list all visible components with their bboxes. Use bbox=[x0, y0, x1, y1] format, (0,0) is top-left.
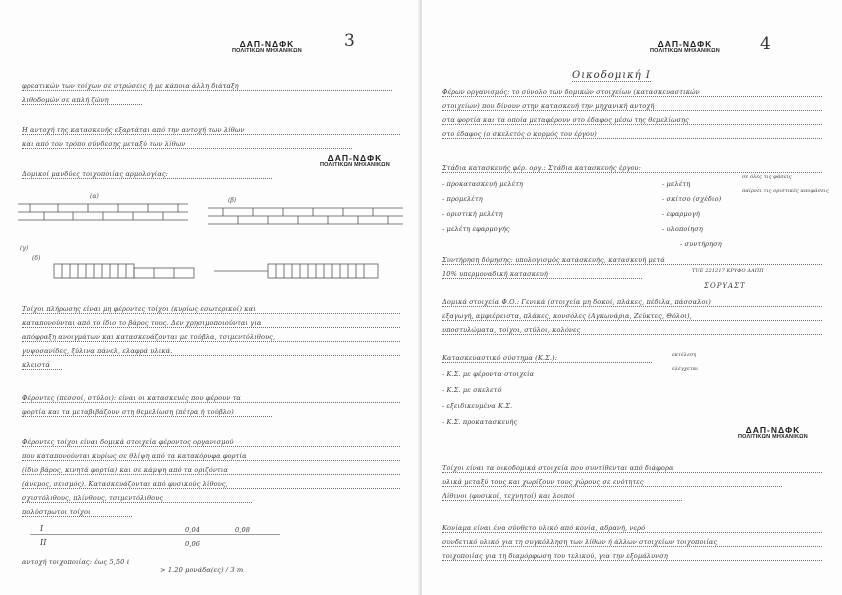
table-value-3: 0,06 bbox=[185, 540, 201, 548]
left-line-1: φρεατικών των τοίχων σε στρώσεις ή με κάποια άλλη διάταξη bbox=[22, 82, 392, 91]
right-line-28: Κονίαμα είναι ένα σύνθετο υλικό από κονία, αδρανή, νερό bbox=[442, 524, 822, 533]
row-label-1: I bbox=[40, 524, 44, 533]
right-line-5: Στάδια κατασκευής φέρ. οργ.: Στάδια κατασκευής έργου: bbox=[442, 164, 822, 173]
left-page-number: 3 bbox=[344, 31, 355, 51]
left-line-9: γυψοσανίδες, ξύλινα πάνελ, ελαφρά υλικά. bbox=[22, 347, 400, 356]
right-line-9: - μελέτη εφαρμογής bbox=[442, 225, 510, 233]
right-line-20: Κατασκευαστικό σύστημα (Κ.Σ.): bbox=[442, 354, 652, 363]
right-mid-stamp: ΔΑΠ-ΝΔΦΚ ΠΟΛΙΤΙΚΩΝ ΜΗΧΑΝΙΚΩΝ bbox=[738, 425, 808, 440]
right-line-26: υλικά μεταξύ τους και χωρίζουν τους χώρους σε ενότητες bbox=[442, 478, 782, 487]
margin-note-3: εκτέλεση bbox=[672, 352, 697, 358]
bottom-note-2: > 1.20 μονάδα(ες) / 3 m bbox=[160, 566, 244, 574]
sketch-label-c: (γ) bbox=[20, 245, 29, 252]
row-label-2: II bbox=[40, 538, 47, 547]
right-line-12: - εφαρμογή bbox=[662, 210, 700, 218]
left-line-8: απόφραξη ανοιγμάτων και κατασκευάζονται με τούβλα, τσιμεντόλιθους, bbox=[22, 333, 400, 342]
right-line-30: τοιχοποιίας για τη διαμόρφωση του τελικού, για την εξομάλυνση bbox=[442, 552, 822, 561]
right-page-number: 4 bbox=[760, 34, 771, 54]
right-line-29: συνδετικό υλικό για τη συγκόλληση των λίθων ή άλλων στοιχείων τοιχοποιίας bbox=[442, 538, 822, 547]
left-line-4: και από τον τρόπο σύνδεσης μεταξύ των λίθων bbox=[22, 140, 352, 149]
right-line-7: - προμελέτη bbox=[442, 195, 483, 203]
left-line-6: Τοίχοι πλήρωσης είναι μη φέροντες τοίχοι (κυρίως εσωτερικοί) και bbox=[22, 305, 400, 314]
left-line-18: πολύστρωτοι τοίχοι bbox=[22, 508, 132, 517]
right-line-22: - Κ.Σ. με σκελετό bbox=[442, 386, 502, 394]
left-line-5: Δομικοί μανδύες τοιχοποιίας αρμολογίας: bbox=[22, 170, 272, 179]
right-line-10: - μελέτη bbox=[662, 180, 691, 188]
sketch-label-b: (β) bbox=[228, 197, 237, 204]
margin-note-5: TUE 221217 ΚΡΥΦΟ ΔΑΠΠ bbox=[692, 268, 764, 274]
right-line-2: στοιχείων) που δίνουν στην κατασκευή την μηχανική αντοχή bbox=[442, 102, 822, 111]
left-line-7: καταπονούνται από το ίδιο το βάρος τους. Δεν χρησιμοποιούνται για bbox=[22, 319, 400, 328]
right-line-8: - οριστική μελέτη bbox=[442, 210, 503, 218]
brick-wall-sketches bbox=[18, 190, 408, 290]
left-line-12: φορτία και τα μεταβιβάζουν στη θεμελίωση (πέτρα ή τούβλο) bbox=[22, 408, 272, 417]
margin-note-2: παίρνει τις οριστικές αποφάσεις bbox=[742, 188, 829, 194]
right-line-3: στα φορτία και τα οποία μεταφέρουν στο έδαφος μέσω της θεμελίωσης bbox=[442, 116, 822, 125]
table-value-2: 0,08 bbox=[235, 526, 251, 534]
right-line-25: Τοίχοι είναι τα οικοδομικά στοιχεία που συντίθενται από διάφορα bbox=[442, 464, 822, 473]
margin-note-4: ελέγχεται bbox=[672, 366, 699, 372]
left-line-17: σχιστόλιθους, πλίνθους, τσιμεντόλιθους bbox=[22, 494, 252, 503]
right-line-21: - Κ.Σ. με φέροντα στοιχεία bbox=[442, 370, 535, 378]
left-line-2: λιθοδομών σε απλή ζώνη bbox=[22, 96, 142, 105]
sketch-label-a: (α) bbox=[90, 193, 99, 200]
sketch-label-d: (δ) bbox=[32, 255, 41, 262]
margin-note-6: ΣΟΡΥΑΣΤ bbox=[704, 282, 746, 290]
left-header-stamp: ΔΑΠ-ΝΔΦΚ ΠΟΛΙΤΙΚΩΝ ΜΗΧΑΝΙΚΩΝ bbox=[232, 39, 302, 54]
right-header-stamp: ΔΑΠ-ΝΔΦΚ ΠΟΛΙΤΙΚΩΝ ΜΗΧΑΝΙΚΩΝ bbox=[650, 39, 720, 54]
right-line-19: υποστυλώματα, τοίχοι, στύλοι, κολόνες bbox=[442, 326, 822, 335]
right-line-15: Συντήρηση δόμησης: υπολογισμός κατασκευής, κατασκευή μετά bbox=[442, 256, 822, 265]
left-mid-stamp: ΔΑΠ-ΝΔΦΚ ΠΟΛΙΤΙΚΩΝ ΜΗΧΑΝΙΚΩΝ bbox=[320, 153, 390, 168]
left-line-11: Φέροντες (πεσσοί, στύλοι): είναι οι κατασκευές που φέρουν τα bbox=[22, 394, 400, 403]
right-line-1: Φέρων οργανισμός: το σύνολο των δομικών στοιχείων (κατασκευαστικών bbox=[442, 88, 822, 97]
left-line-10: κλειστά bbox=[22, 361, 62, 370]
right-line-24: - Κ.Σ. προκατασκευής bbox=[442, 418, 518, 426]
right-line-6: - προκατασκευή μελέτη bbox=[442, 180, 524, 188]
table-value-1: 0,04 bbox=[185, 526, 201, 534]
left-line-13: Φέροντες τοίχοι είναι δομικά στοιχεία φέροντος οργανισμού bbox=[22, 438, 400, 447]
right-line-14: - συντήρηση bbox=[680, 240, 722, 248]
right-line-27: Λίθινοι (φυσικοί, τεχνητοί) και λοιποί bbox=[442, 492, 682, 501]
right-line-11: - σκίτσο (σχέδιο) bbox=[662, 195, 722, 203]
right-line-18: εξαγωγή, αμφιέρειστα, πλάκες, κονσόλες (Αγκωνάρια, Ζεύκτες, Θόλοι), bbox=[442, 312, 822, 321]
table-divider bbox=[30, 534, 280, 535]
right-line-23: - εξειδικευμένα Κ.Σ. bbox=[442, 402, 513, 410]
right-line-16: 10% υπερμοναδική κατασκευή bbox=[442, 270, 642, 279]
right-line-13: - υλοποίηση bbox=[662, 225, 703, 233]
bottom-note-1: αντοχή τοιχοποιίας: έως 5,50 ℓ bbox=[22, 558, 130, 566]
right-line-17: Δομικά στοιχεία Φ.Ο.: Γενικά (στοιχεία μη δοκοί, πλάκες, πέδιλα, πάσσαλοι) bbox=[442, 298, 822, 307]
margin-note-1: σε όλες τις φάσεις bbox=[742, 174, 792, 180]
left-line-15: (ίδιο βάρος, κινητά φορτία) και σε κάμψη από τα οριζόντια bbox=[22, 466, 400, 475]
left-line-16: (άνεμος, σεισμός). Κατασκευάζονται από φυσικούς λίθους, bbox=[22, 480, 400, 489]
left-line-3: Η αντοχή της κατασκευής εξαρτάται από την αντοχή των λίθων bbox=[22, 126, 400, 135]
right-line-4: στο έδαφος (ο σκελετός ο κορμός του έργου) bbox=[442, 130, 822, 139]
left-line-14: που καταπονούνται κυρίως σε θλίψη από τα κατακόρυφα φορτία bbox=[22, 452, 400, 461]
right-page bbox=[421, 0, 842, 595]
notes-heading: Οικοδομική Ι bbox=[572, 70, 651, 81]
